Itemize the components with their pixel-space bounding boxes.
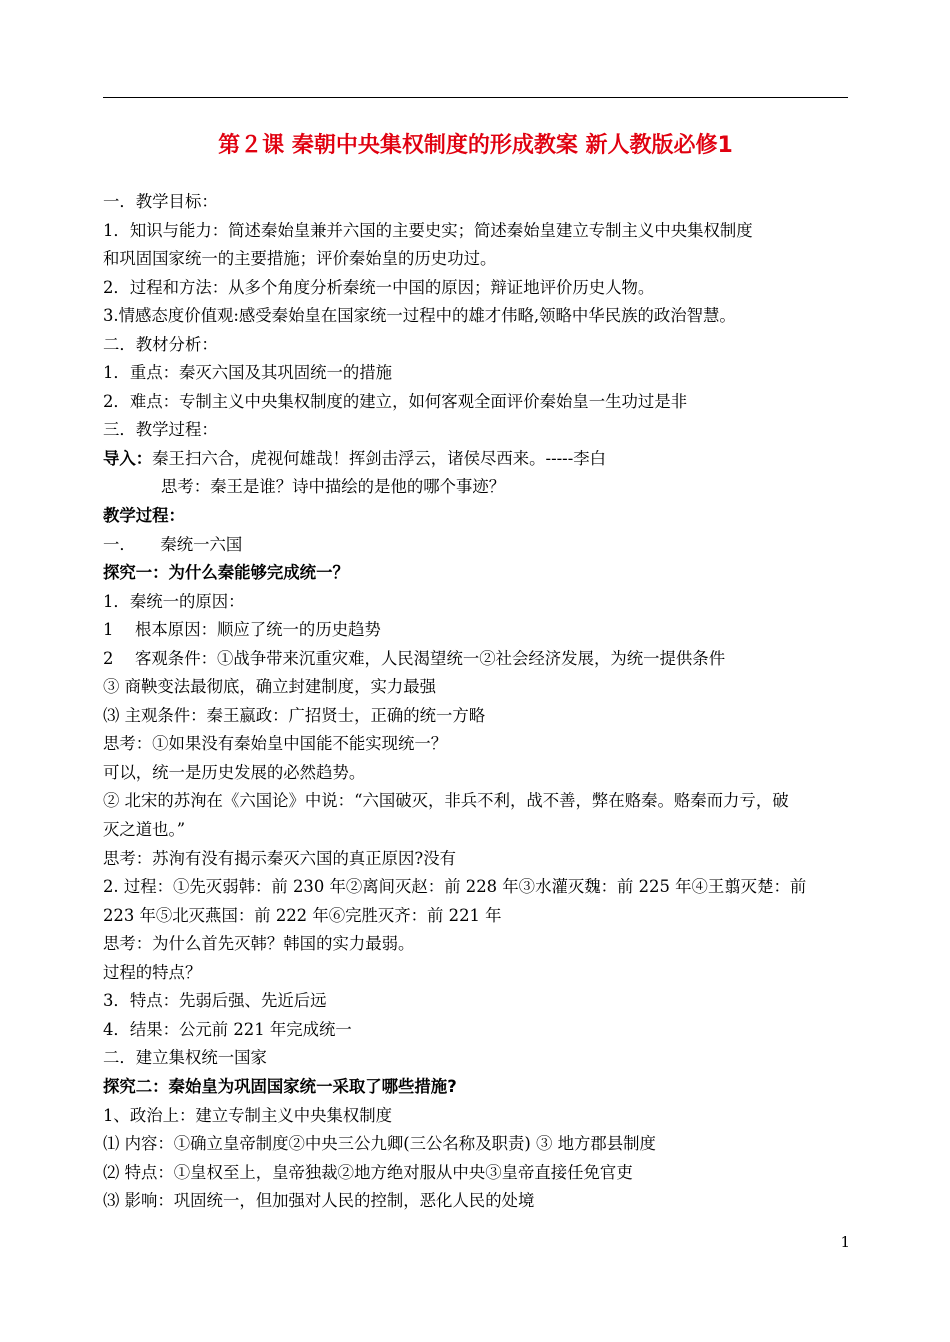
text-line <box>103 502 851 531</box>
text-line <box>103 730 851 759</box>
header-rule <box>103 97 848 98</box>
text-line <box>103 759 851 788</box>
line-text: 二．教材分析： <box>103 334 218 354</box>
line-text: 灭之道也。” <box>103 820 186 840</box>
text-line <box>103 987 851 1016</box>
line-text: ⑴ 内容：①确立皇帝制度②中央三公九卿(三公名称及职责) ③ 地方郡县制度 <box>103 1134 656 1154</box>
line-text: 223 年⑤北灭燕国：前 222 年⑥完胜灭齐：前 221 年 <box>103 905 502 925</box>
page-title: 第２课 秦朝中央集权制度的形成教案 新人教版必修1 <box>218 133 733 158</box>
text-line <box>103 702 851 731</box>
text-line <box>103 673 851 702</box>
text-line <box>103 645 851 674</box>
line-text: ③ 商鞅变法最彻底，确立封建制度，实力最强 <box>103 677 437 697</box>
line-lead: 导入： <box>103 448 153 468</box>
line-text: 2 客观条件：①战争带来沉重灾难，人民渴望统一②社会经济发展，为统一提供条件 <box>103 648 726 668</box>
line-text: 思考：苏洵有没有揭示秦灭六国的真正原因?没有 <box>103 848 456 868</box>
line-text: 2. 过程：①先灭弱韩：前 230 年②离间灭赵：前 228 年③水灌灭魏：前 225 年④王翦灭楚：前 <box>103 877 807 897</box>
line-text: ⑶ 影响：巩固统一，但加强对人民的控制，恶化人民的处境 <box>103 1191 535 1211</box>
page-number: 1 <box>840 1233 850 1251</box>
text-line <box>103 217 851 246</box>
text-line <box>103 274 851 303</box>
text-line <box>103 1130 851 1159</box>
line-text: 思考：①如果没有秦始皇中国能不能实现统一？ <box>103 734 448 754</box>
text-line <box>103 473 851 502</box>
line-text: 3.情感态度价值观:感受秦始皇在国家统一过程中的雄才伟略,领略中华民族的政治智慧。 <box>103 306 736 326</box>
line-text: ⑵ 特点：①皇权至上，皇帝独裁②地方绝对服从中央③皇帝直接任免官吏 <box>103 1162 633 1182</box>
line-text: 过程的特点？ <box>103 962 202 982</box>
line-text: 1、政治上：建立专制主义中央集权制度 <box>103 1105 393 1125</box>
text-line <box>103 245 851 274</box>
line-text: 秦王扫六合，虎视何雄哉！挥剑击浮云，诸侯尽西来。-----李白 <box>152 448 607 468</box>
text-line <box>103 1159 851 1188</box>
line-text: 可以，统一是历史发展的必然趋势。 <box>103 762 366 782</box>
text-line <box>103 359 851 388</box>
line-text: 二．建立集权统一国家 <box>103 1048 267 1068</box>
line-text: ⑶ 主观条件：秦王嬴政：广招贤士，正确的统一方略 <box>103 705 486 725</box>
text-line <box>103 787 851 816</box>
text-line <box>103 959 851 988</box>
line-text: 2．过程和方法：从多个角度分析秦统一中国的原因；辩证地评价历史人物。 <box>103 277 655 297</box>
line-text: 三．教学过程： <box>103 420 218 440</box>
text-line <box>103 873 851 902</box>
line-text: 一． 秦统一六国 <box>103 534 243 554</box>
text-line <box>103 1016 851 1045</box>
text-line <box>103 816 851 845</box>
text-line <box>103 531 851 560</box>
text-line <box>103 416 851 445</box>
text-line <box>103 902 851 931</box>
text-line <box>103 188 851 217</box>
text-line <box>103 388 851 417</box>
line-text: 探究一：为什么秦能够完成统一？ <box>103 563 349 583</box>
text-line <box>103 1073 851 1102</box>
text-line <box>103 302 851 331</box>
line-text: ② 北宋的苏洵在《六国论》中说：“六国破灭，非兵不利，战不善，弊在赂秦。赂秦而力亏，破 <box>103 791 789 811</box>
text-line <box>103 1102 851 1131</box>
text-line <box>103 845 851 874</box>
line-text: 探究二：秦始皇为巩固国家统一采取了哪些措施? <box>103 1076 457 1096</box>
line-text: 1．重点：秦灭六国及其巩固统一的措施 <box>103 363 393 383</box>
text-line <box>103 331 851 360</box>
line-text: 思考：秦王是谁？诗中描绘的是他的哪个事迹？ <box>161 477 506 497</box>
line-text: 1 根本原因：顺应了统一的历史趋势 <box>103 620 381 640</box>
lesson-body <box>103 188 851 1216</box>
line-text: 一．教学目标： <box>103 192 218 211</box>
text-line <box>103 445 851 474</box>
line-text: 教学过程： <box>103 506 185 526</box>
line-text: 和巩固国家统一的主要措施；评价秦始皇的历史功过。 <box>103 249 497 269</box>
text-line <box>103 1187 851 1216</box>
text-line <box>103 616 851 645</box>
line-text: 2．难点：专制主义中央集权制度的建立，如何客观全面评价秦始皇一生功过是非 <box>103 391 688 411</box>
text-line <box>103 930 851 959</box>
line-text: 4．结果：公元前 221 年完成统一 <box>103 1019 352 1039</box>
line-text: 3．特点：先弱后强、先近后远 <box>103 991 327 1011</box>
line-text: 思考：为什么首先灭韩？韩国的实力最弱。 <box>103 934 415 954</box>
text-line <box>103 588 851 617</box>
text-line <box>103 1044 851 1073</box>
line-text: 1．秦统一的原因： <box>103 591 245 611</box>
text-line <box>103 559 851 588</box>
line-text: 1．知识与能力：简述秦始皇兼并六国的主要史实；简述秦始皇建立专制主义中央集权制度 <box>103 220 753 240</box>
